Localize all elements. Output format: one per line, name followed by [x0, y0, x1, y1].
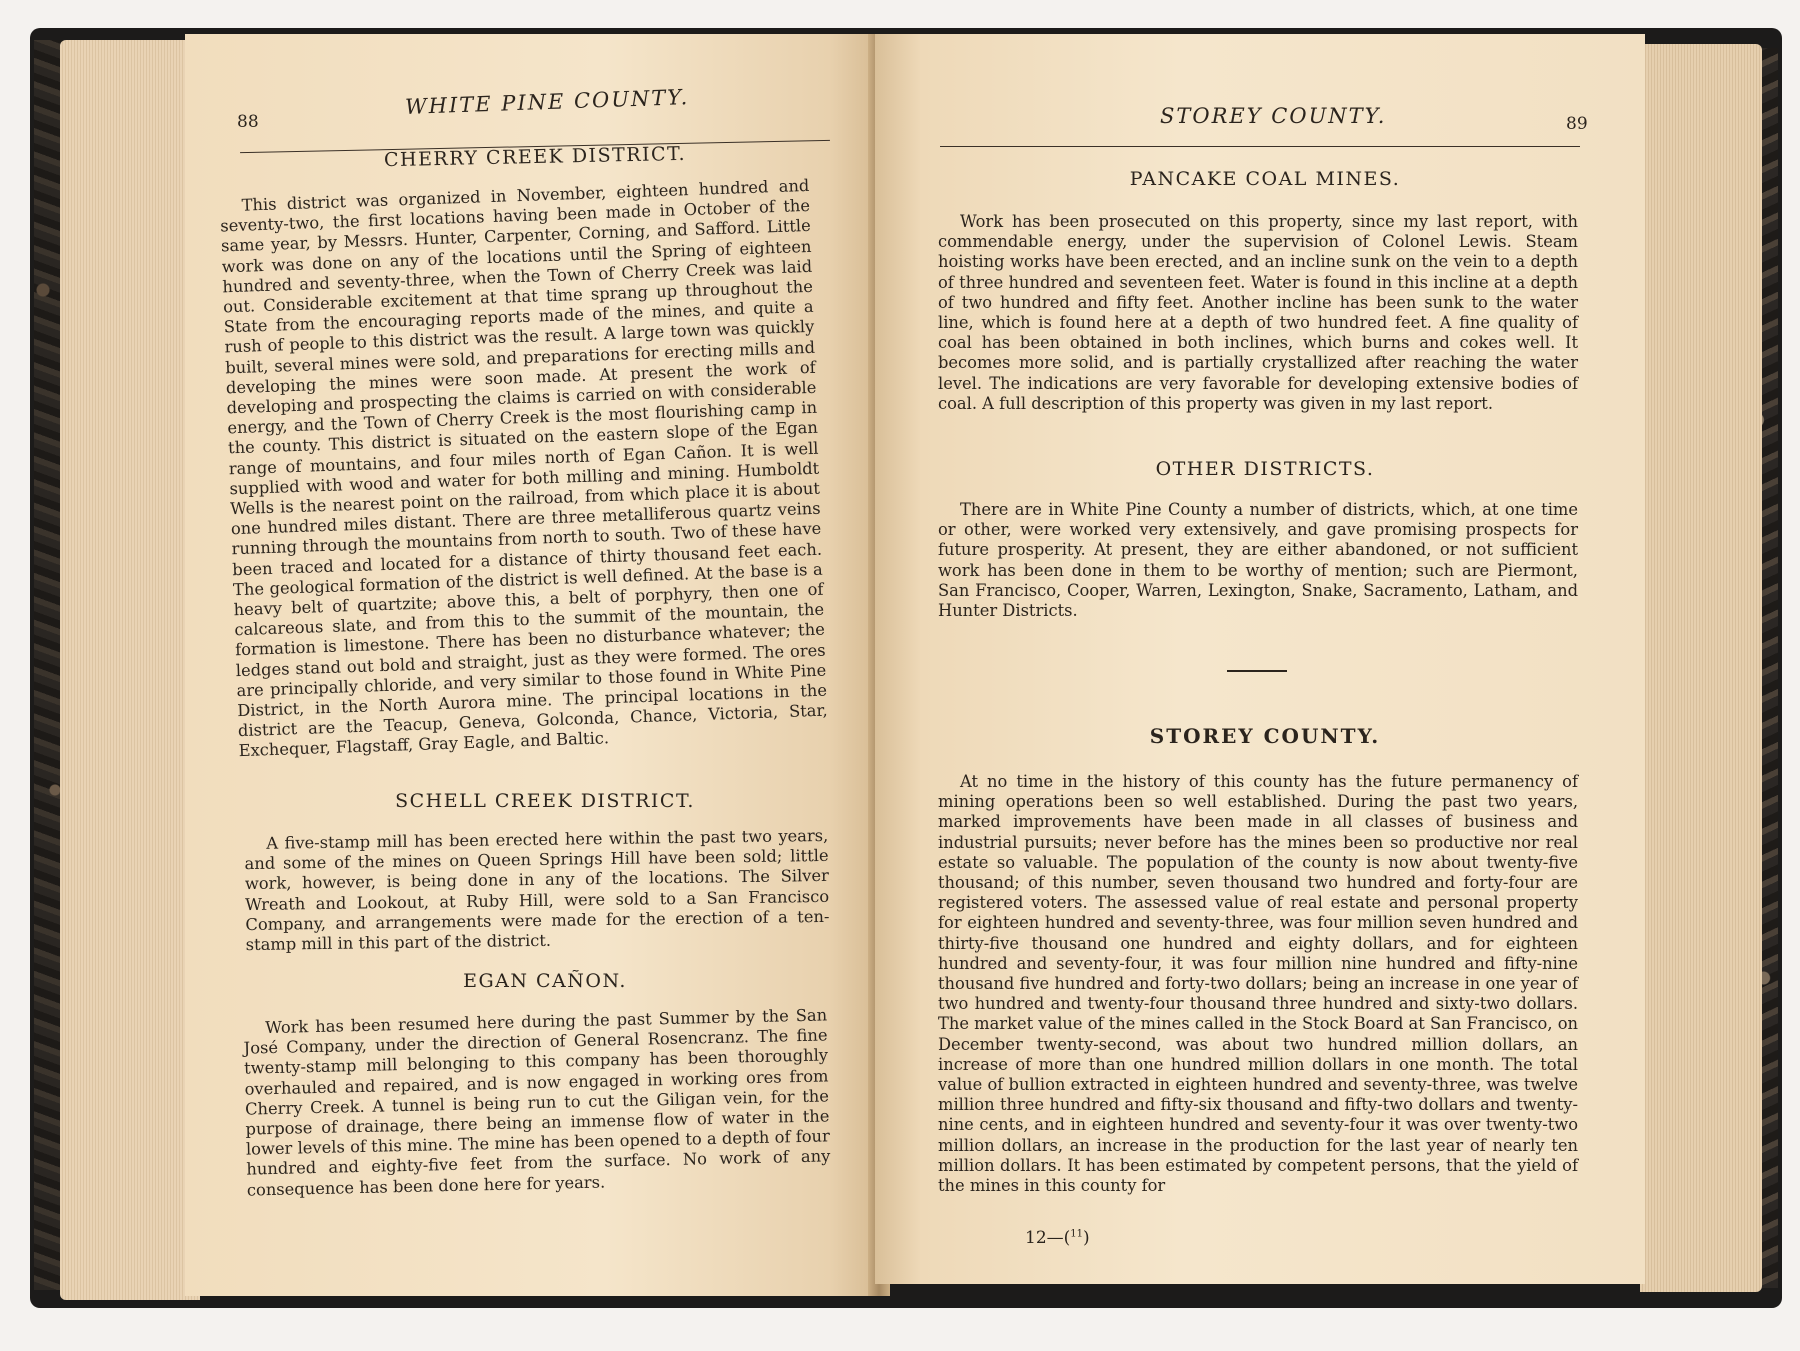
left-section-heading-1: CHERRY CREEK DISTRICT. — [383, 142, 687, 172]
left-running-head: WHITE PINE COUNTY. — [404, 85, 690, 119]
right-section-text-1: Work has been prosecuted on this property, since my last report, with commendable energy, under the supervision of Colonel Lewis. Steam hoisting works have been erected, and an incline sunk on the vein to a depth of three hundred and seventeen feet. Water is found in this incline at a depth of two hundred and fifty feet. Another incline has been sunk to the water line, which is found here at a depth of two hundred feet. A fine quality of coal has been obtained in both inclines, which burns and cokes well. It becomes more solid, and is partially crystallized after reaching the water level. The indications are very favorable for developing extensive bodies of coal. A full description of this property was given in my last report. — [938, 212, 1578, 413]
signature-mark-text: 12—( — [1025, 1228, 1071, 1248]
left-section-text-3: Work has been resumed here during the past Summer by the San José Company, under the direction of General Rosencranz. The fine twenty-stamp mill belonging to this company has been thoroughly overhauled and repaired, and is now engaged in working ores from Cherry Creek. A tunnel is being run to cut the Giligan vein, for the purpose of drainage, there being an immense flow of water in the lower levels of this mine. The mine has been opened to a depth of four hundred and eighty-five feet from the surface. No work of any consequence has been done here for years. — [243, 1005, 831, 1200]
right-running-head: STOREY COUNTY. — [1160, 104, 1387, 128]
right-section-text-3: At no time in the history of this county has the future permanency of mining operations been so well established. During the past two years, marked improvements have been made in all classes of business and industrial pursuits; never before has the mines been so productive nor real estate so valuable. The population of the county is now about twenty-five thousand; of this number, seven thousand two hundred and forty-four are registered voters. The assessed value of real estate and personal property for eighteen hundred and seventy-three, was four million seven hundred and thirty-five thousand one hundred and eighty dollars, and for eighteen hundred and seventy-four, it was four million nine hundred and fifty-nine thousand five hundred and forty-two dollars; being an increase in one year of two hundred and twenty-four thousand three hundred and sixty-two dollars. The market value of the mines called in the Stock Board at San Francisco, on December twenty-second, was about two hundred million dollars, an increase of more than one hundred million dollars in one month. The total value of bullion extracted in eighteen hundred and seventy-three, was twelve million three hundred and fifty-six thousand and fifty-two dollars and twenty-nine cents, and in eighteen hundred and seventy-four it was over twenty-two million dollars, an increase in the production for the last year of nearly ten million dollars. It has been estimated by competent persons, that the yield of the mines in this county for — [938, 772, 1579, 1196]
left-page-number: 88 — [237, 112, 259, 132]
page-edges-left — [60, 40, 200, 1300]
signature-mark-close: ) — [1083, 1228, 1090, 1248]
section-divider — [1227, 670, 1287, 672]
left-section-text-1: This district was organized in November, eighteen hundred and seventy-two, the first locations having been made in October of the same year, by Messrs. Hunter, Carpenter, Corning, and Safford. Little work was done on any of the locations until the Spring of eighteen hundred and seventy-three, when the Town of Cherry Creek was laid out. Considerable excitement at that time sprang up throughout the State from the encouraging reports made of the mines, and quite a rush of people to this district was the result. A large town was quickly built, several mines were sold, and preparations for erecting mills and developing the mines were soon made. At present the work of developing and prospecting the claims is carried on with considerable energy, and the Town of Cherry Creek is the most flourishing camp in the county. This district is situated on the eastern slope of the Egan range of mountains, and four miles north of Egan Cañon. It is well supplied with wood and water for both milling and mining. Humboldt Wells is the nearest point on the railroad, from which place it is about one hundred miles distant. There are three metalliferous quartz veins running through the mountains from north to south. Two of these have been traced and located for a distance of thirty thousand feet each. The geological formation of the district is well defined. At the base is a heavy belt of quartzite; above this, a belt of porphyry, then one of calcareous slate, and from this to the summit of the mountain, the formation is limestone. There has been no disturbance whatever; the ledges stand out bold and straight, just as they were formed. The ores are principally chloride, and very similar to those found in White Pine District, in the North Aurora mine. The principal locations in the district are the Teacup, Geneva, Golconda, Chance, Victoria, Star, Exchequer, Flagstaff, Gray Eagle, and Baltic. — [220, 175, 828, 761]
left-page — [185, 34, 885, 1296]
left-section-heading-3: EGAN CAÑON. — [463, 970, 627, 992]
right-section-heading-1: PANCAKE COAL MINES. — [1129, 168, 1401, 190]
right-section-text-2: There are in White Pine County a number of districts, which, at one time or other, were worked very extensively, and gave promising prospects for future prosperity. At present, they are either abandoned, or not sufficient work has been done in them to be worthy of mention; such are Piermont, San Francisco, Cooper, Warren, Lexington, Snake, Sacramento, Latham, and Hunter Districts. — [938, 500, 1578, 621]
right-section-heading-3: STOREY COUNTY. — [1149, 724, 1381, 748]
right-section-heading-2: OTHER DISTRICTS. — [1155, 458, 1375, 480]
left-section-heading-2: SCHELL CREEK DISTRICT. — [395, 790, 695, 812]
right-page-number: 89 — [1566, 114, 1588, 134]
right-page — [875, 34, 1645, 1284]
right-head-rule — [940, 146, 1580, 147]
signature-mark-sup: 11 — [1070, 1228, 1083, 1240]
signature-mark — [1025, 1228, 1090, 1248]
left-section-text-2: A five-stamp mill has been erected here within the past two years, and some of the mines on Queen Springs Hill have been sold; little work, however, is being done in any of the locations. The Silver Wreath and Lookout, at Ruby Hill, were sold to a San Francisco Company, and arrangements were made for the erection of a ten-stamp mill in this part of the district. — [244, 825, 830, 955]
page-edges-right — [1640, 44, 1762, 1292]
